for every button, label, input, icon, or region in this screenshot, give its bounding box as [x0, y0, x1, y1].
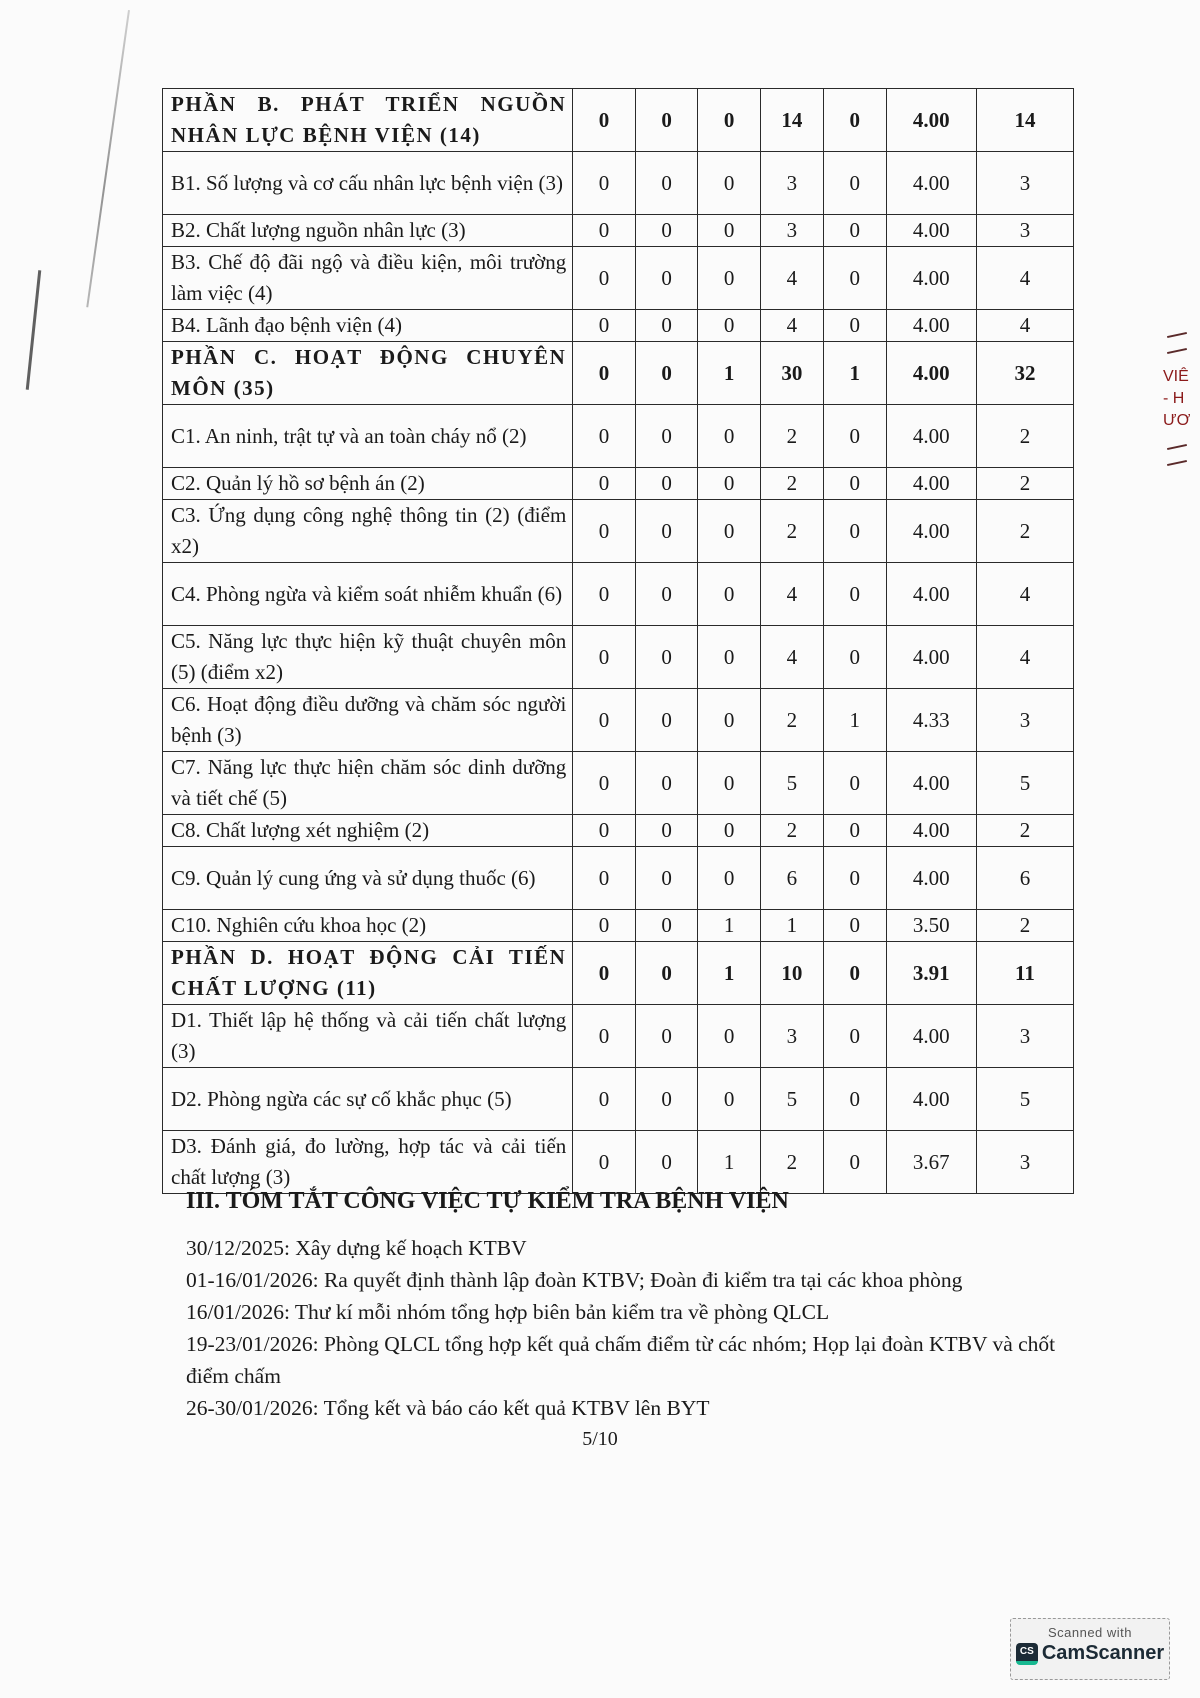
- cell-level-2: 0: [635, 310, 698, 342]
- stamp-text: VIÊ: [1163, 368, 1189, 385]
- cell-average: 4.00: [886, 500, 976, 563]
- cell-level-5: 1: [823, 689, 886, 752]
- table-row: [163, 247, 1074, 310]
- cell-level-1: 0: [573, 468, 636, 500]
- summary-entry: 16/01/2026: Thư kí mỗi nhóm tổng hợp biên bản kiểm tra về phòng QLCL: [186, 1300, 830, 1324]
- cell-level-5: 1: [823, 342, 886, 405]
- cell-total: 2: [976, 910, 1073, 942]
- cell-level-1: 0: [573, 942, 636, 1005]
- cell-level-5: 0: [823, 1005, 886, 1068]
- cell-level-4: 2: [760, 405, 823, 468]
- criterion-label: C2. Quản lý hồ sơ bệnh án (2): [163, 468, 573, 500]
- cell-average: 4.00: [886, 752, 976, 815]
- section-title: III. TÓM TẮT CÔNG VIỆC TỰ KIỂM TRA BỆNH VIỆN: [186, 1188, 789, 1214]
- cell-level-4: 4: [760, 247, 823, 310]
- stamp-fragment: [1163, 320, 1199, 478]
- cell-average: 4.00: [886, 342, 976, 405]
- stamp-stroke: [1167, 460, 1187, 466]
- score-table: [162, 88, 1074, 1194]
- cell-level-3: 0: [698, 626, 761, 689]
- table-row: [163, 215, 1074, 247]
- cell-level-3: 0: [698, 89, 761, 152]
- table-row: [163, 1131, 1074, 1194]
- cell-total: 3: [976, 215, 1073, 247]
- cell-average: 4.00: [886, 468, 976, 500]
- stamp-stroke: [1167, 332, 1187, 338]
- criterion-label: C3. Ứng dụng công nghệ thông tin (2) (điểm x2): [163, 500, 573, 563]
- cell-total: 4: [976, 626, 1073, 689]
- cell-level-2: 0: [635, 342, 698, 405]
- table-row: [163, 815, 1074, 847]
- cell-level-2: 0: [635, 689, 698, 752]
- criterion-label: B2. Chất lượng nguồn nhân lực (3): [163, 215, 573, 247]
- cell-level-3: 0: [698, 847, 761, 910]
- cell-level-2: 0: [635, 215, 698, 247]
- criterion-label: D3. Đánh giá, đo lường, hợp tác và cải tiến chất lượng (3): [163, 1131, 573, 1194]
- cell-level-4: 2: [760, 500, 823, 563]
- cell-level-1: 0: [573, 405, 636, 468]
- cell-level-3: 1: [698, 942, 761, 1005]
- cell-average: 4.00: [886, 1068, 976, 1131]
- cell-level-3: 1: [698, 910, 761, 942]
- criterion-label: B3. Chế độ đãi ngộ và điều kiện, môi trường làm việc (4): [163, 247, 573, 310]
- cell-average: 4.00: [886, 152, 976, 215]
- score-table-body: [163, 89, 1074, 1194]
- cell-level-2: 0: [635, 815, 698, 847]
- cell-level-4: 6: [760, 847, 823, 910]
- cell-level-4: 4: [760, 310, 823, 342]
- stamp-text: ƯƠ: [1163, 412, 1191, 429]
- cell-level-3: 0: [698, 689, 761, 752]
- cell-level-5: 0: [823, 468, 886, 500]
- cell-level-5: 0: [823, 310, 886, 342]
- criterion-label: PHẦN C. HOẠT ĐỘNG CHUYÊN MÔN (35): [163, 342, 573, 405]
- cell-level-3: 0: [698, 468, 761, 500]
- cell-level-1: 0: [573, 1005, 636, 1068]
- stamp-text: - H: [1163, 390, 1185, 407]
- camscanner-watermark: [1010, 1618, 1170, 1680]
- cell-level-5: 0: [823, 847, 886, 910]
- cell-level-2: 0: [635, 152, 698, 215]
- cell-level-2: 0: [635, 468, 698, 500]
- cell-level-1: 0: [573, 563, 636, 626]
- cell-total: 11: [976, 942, 1073, 1005]
- cell-average: 3.67: [886, 1131, 976, 1194]
- cell-total: 3: [976, 1005, 1073, 1068]
- cell-level-4: 1: [760, 910, 823, 942]
- summary-entry: 01-16/01/2026: Ra quyết định thành lập đoàn KTBV; Đoàn đi kiểm tra tại các khoa phòng: [186, 1268, 963, 1292]
- cell-level-3: 0: [698, 1005, 761, 1068]
- criterion-label: B4. Lãnh đạo bệnh viện (4): [163, 310, 573, 342]
- cell-level-3: 0: [698, 815, 761, 847]
- summary-log: [186, 1232, 1056, 1424]
- watermark-brand: [1011, 1642, 1169, 1665]
- cell-level-5: 0: [823, 626, 886, 689]
- cell-average: 3.50: [886, 910, 976, 942]
- cell-total: 2: [976, 468, 1073, 500]
- cell-level-4: 5: [760, 752, 823, 815]
- cell-level-1: 0: [573, 342, 636, 405]
- cell-level-2: 0: [635, 1131, 698, 1194]
- cell-level-2: 0: [635, 1005, 698, 1068]
- cell-level-2: 0: [635, 910, 698, 942]
- cell-level-2: 0: [635, 563, 698, 626]
- cell-level-1: 0: [573, 500, 636, 563]
- table-row: [163, 1005, 1074, 1068]
- section-row: [163, 342, 1074, 405]
- table-row: [163, 1068, 1074, 1131]
- cell-level-3: 0: [698, 752, 761, 815]
- summary-entry: 26-30/01/2026: Tổng kết và báo cáo kết quả KTBV lên BYT: [186, 1396, 710, 1420]
- cell-level-3: 1: [698, 342, 761, 405]
- table-row: [163, 468, 1074, 500]
- cell-level-1: 0: [573, 626, 636, 689]
- cell-level-4: 2: [760, 1131, 823, 1194]
- cell-level-2: 0: [635, 847, 698, 910]
- cell-total: 14: [976, 89, 1073, 152]
- cell-level-3: 0: [698, 215, 761, 247]
- cell-level-1: 0: [573, 752, 636, 815]
- cell-level-5: 0: [823, 247, 886, 310]
- cell-level-4: 5: [760, 1068, 823, 1131]
- criterion-label: C4. Phòng ngừa và kiểm soát nhiễm khuẩn (6): [163, 563, 573, 626]
- cell-level-4: 2: [760, 689, 823, 752]
- table-row: [163, 689, 1074, 752]
- criterion-label: C9. Quản lý cung ứng và sử dụng thuốc (6): [163, 847, 573, 910]
- cell-level-1: 0: [573, 910, 636, 942]
- summary-entry: 30/12/2025: Xây dựng kế hoạch KTBV: [186, 1236, 527, 1260]
- cell-level-5: 0: [823, 910, 886, 942]
- cell-level-1: 0: [573, 689, 636, 752]
- cell-level-3: 1: [698, 1131, 761, 1194]
- criterion-label: C8. Chất lượng xét nghiệm (2): [163, 815, 573, 847]
- criterion-label: C7. Năng lực thực hiện chăm sóc dinh dưỡng và tiết chế (5): [163, 752, 573, 815]
- cell-level-3: 0: [698, 152, 761, 215]
- cell-level-1: 0: [573, 815, 636, 847]
- cell-level-4: 14: [760, 89, 823, 152]
- cell-level-1: 0: [573, 215, 636, 247]
- cell-average: 4.00: [886, 847, 976, 910]
- cell-level-1: 0: [573, 310, 636, 342]
- cell-level-2: 0: [635, 89, 698, 152]
- criterion-label: PHẦN B. PHÁT TRIỂN NGUỒN NHÂN LỰC BỆNH VIỆN (14): [163, 89, 573, 152]
- cell-average: 4.00: [886, 247, 976, 310]
- watermark-brand-name: CamScanner: [1041, 1642, 1165, 1664]
- cell-level-5: 0: [823, 405, 886, 468]
- cell-average: 4.33: [886, 689, 976, 752]
- cell-level-2: 0: [635, 500, 698, 563]
- cell-total: 32: [976, 342, 1073, 405]
- cell-total: 2: [976, 815, 1073, 847]
- cell-level-5: 0: [823, 152, 886, 215]
- table-row: [163, 847, 1074, 910]
- cell-level-1: 0: [573, 247, 636, 310]
- table-row: [163, 500, 1074, 563]
- cell-level-4: 4: [760, 626, 823, 689]
- cell-level-5: 0: [823, 1068, 886, 1131]
- criterion-label: C5. Năng lực thực hiện kỹ thuật chuyên môn (5) (điểm x2): [163, 626, 573, 689]
- cell-level-1: 0: [573, 152, 636, 215]
- criterion-label: PHẦN D. HOẠT ĐỘNG CẢI TIẾN CHẤT LƯỢNG (11): [163, 942, 573, 1005]
- criterion-label: D1. Thiết lập hệ thống và cải tiến chất lượng (3): [163, 1005, 573, 1068]
- table-row: [163, 405, 1074, 468]
- cell-level-4: 30: [760, 342, 823, 405]
- cell-level-5: 0: [823, 752, 886, 815]
- cell-average: 4.00: [886, 563, 976, 626]
- page-number: 5/10: [582, 1428, 618, 1450]
- cell-total: 3: [976, 1131, 1073, 1194]
- cell-average: 4.00: [886, 1005, 976, 1068]
- section-row: [163, 942, 1074, 1005]
- criterion-label: C6. Hoạt động điều dưỡng và chăm sóc người bệnh (3): [163, 689, 573, 752]
- criterion-label: B1. Số lượng và cơ cấu nhân lực bệnh viện (3): [163, 152, 573, 215]
- camscanner-logo-icon: CS: [1016, 1643, 1038, 1665]
- cell-average: 4.00: [886, 626, 976, 689]
- cell-level-1: 0: [573, 89, 636, 152]
- cell-total: 2: [976, 500, 1073, 563]
- cell-level-2: 0: [635, 752, 698, 815]
- cell-level-3: 0: [698, 310, 761, 342]
- cell-total: 4: [976, 310, 1073, 342]
- cell-average: 4.00: [886, 89, 976, 152]
- cell-level-5: 0: [823, 215, 886, 247]
- cell-level-4: 3: [760, 1005, 823, 1068]
- scan-edge-mark: [26, 270, 42, 390]
- cell-level-5: 0: [823, 815, 886, 847]
- cell-level-4: 3: [760, 152, 823, 215]
- cell-level-4: 2: [760, 468, 823, 500]
- cell-level-5: 0: [823, 500, 886, 563]
- cell-total: 2: [976, 405, 1073, 468]
- watermark-caption: Scanned with: [1047, 1625, 1133, 1640]
- section-row: [163, 89, 1074, 152]
- cell-total: 5: [976, 752, 1073, 815]
- cell-level-3: 0: [698, 247, 761, 310]
- cell-level-3: 0: [698, 1068, 761, 1131]
- cell-level-3: 0: [698, 405, 761, 468]
- cell-level-2: 0: [635, 247, 698, 310]
- cell-level-4: 3: [760, 215, 823, 247]
- cell-level-1: 0: [573, 847, 636, 910]
- cell-level-5: 0: [823, 89, 886, 152]
- cell-average: 4.00: [886, 310, 976, 342]
- cell-level-2: 0: [635, 1068, 698, 1131]
- scan-edge-shadow: [86, 10, 130, 307]
- cell-total: 3: [976, 689, 1073, 752]
- cell-level-4: 10: [760, 942, 823, 1005]
- table-row: [163, 310, 1074, 342]
- table-row: [163, 563, 1074, 626]
- table-row: [163, 152, 1074, 215]
- cell-level-4: 2: [760, 815, 823, 847]
- table-row: [163, 626, 1074, 689]
- cell-level-2: 0: [635, 626, 698, 689]
- cell-level-2: 0: [635, 405, 698, 468]
- cell-total: 6: [976, 847, 1073, 910]
- criterion-label: C10. Nghiên cứu khoa học (2): [163, 910, 573, 942]
- criterion-label: D2. Phòng ngừa các sự cố khắc phục (5): [163, 1068, 573, 1131]
- summary-entry: 19-23/01/2026: Phòng QLCL tổng hợp kết quả chấm điểm từ các nhóm; Họp lại đoàn KTBV và chốt điểm chấm: [186, 1332, 1056, 1388]
- stamp-stroke: [1167, 348, 1187, 354]
- cell-total: 5: [976, 1068, 1073, 1131]
- cell-level-5: 0: [823, 942, 886, 1005]
- criterion-label: C1. An ninh, trật tự và an toàn cháy nổ (2): [163, 405, 573, 468]
- cell-average: 4.00: [886, 215, 976, 247]
- table-row: [163, 910, 1074, 942]
- cell-total: 4: [976, 247, 1073, 310]
- cell-average: 4.00: [886, 815, 976, 847]
- table-row: [163, 752, 1074, 815]
- cell-level-5: 0: [823, 563, 886, 626]
- cell-average: 4.00: [886, 405, 976, 468]
- stamp-stroke: [1167, 444, 1187, 450]
- cell-level-3: 0: [698, 500, 761, 563]
- cell-level-1: 0: [573, 1068, 636, 1131]
- cell-level-3: 0: [698, 563, 761, 626]
- cell-level-5: 0: [823, 1131, 886, 1194]
- cell-level-2: 0: [635, 942, 698, 1005]
- cell-level-4: 4: [760, 563, 823, 626]
- cell-total: 3: [976, 152, 1073, 215]
- cell-level-1: 0: [573, 1131, 636, 1194]
- cell-total: 4: [976, 563, 1073, 626]
- cell-average: 3.91: [886, 942, 976, 1005]
